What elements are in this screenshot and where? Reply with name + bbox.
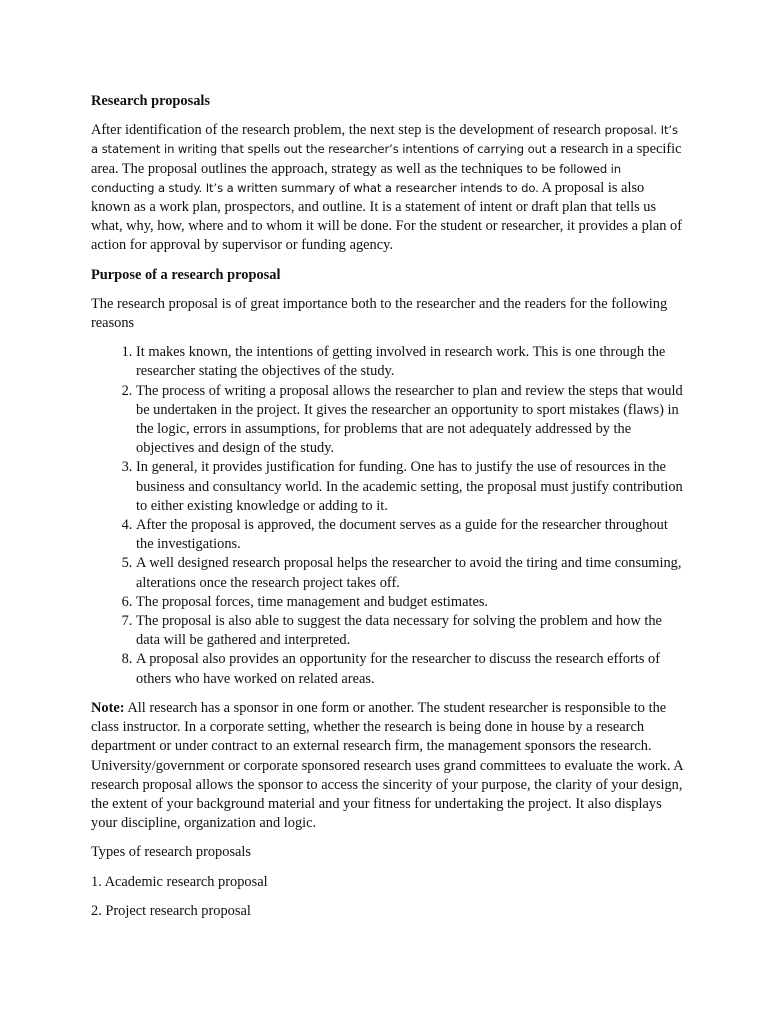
section-heading-purpose: Purpose of a research proposal [91,266,281,283]
note-paragraph [91,699,683,833]
list-item: 4. After the proposal is approved, the document serves as a guide for the researcher throughout the investigations. [136,516,683,554]
list-item: 3. In general, it provides justification for funding. One has to justify the use of resources in the business and consultancy world. In the academic setting, the proposal must justify contribution to either existing knowledge or adding to it. [136,458,683,516]
list-item: 5. A well designed research proposal helps the researcher to avoid the tiring and time consuming, alterations once the research project takes off. [136,554,683,592]
intro-text-4: to be followed in conducting a study. It’s a written summary of what a researcher intends to do. [91,161,622,195]
list-item: 1. It makes known, the intentions of getting involved in research work. This is one through the researcher stating the objectives of the study. [136,343,683,381]
list-item: 2. The process of writing a proposal allows the researcher to plan and review the steps that would be undertaken in the project. It gives the researcher an opportunity to sport mistakes (flaws) in the logic, errors in assumptions, for problems that are not adequately addressed by the objectives and design of the study. [136,382,683,459]
note-text: All research has a sponsor in one form or another. The student researcher is responsible to the class instructor. In a corporate setting, whether the research is being done in house by a research department or under contract to an external research firm, the management sponsors the research. University/government or corporate sponsored research uses grand committees to evaluate the work. A research proposal allows the sponsor to access the sincerity of your purpose, the clarity of your design, the extent of your background material and your fitness for undertaking the project. It also displays your discipline, organization and logic. [91,699,683,832]
intro-text-5: A proposal is also known as a work plan, prospectors, and outline. It is a statement of intent or draft plan that tells us what, why, how, where and to whom it will be done. For the student or researcher, it provides a plan of action for approval by supervisor or funding agency. [91,179,683,254]
page-title: Research proposals [91,93,210,109]
intro-text-1: After identification of the research problem, the next step is the development of research [91,122,605,139]
reasons-list [91,343,683,689]
list-item: 7. The proposal is also able to suggest the data necessary for solving the problem and how the data will be gathered and interpreted. [136,612,683,650]
purpose-intro-paragraph: The research proposal is of great importance both to the researcher and the readers for the following reasons [91,295,668,332]
types-heading: Types of research proposals [91,844,252,861]
document-page [91,92,683,931]
list-item: 6. The proposal forces, time management and budget estimates. [136,593,683,612]
intro-paragraph [91,121,683,255]
list-item: 8. A proposal also provides an opportunity for the researcher to discuss the research efforts of others who have worked on related areas. [136,650,683,688]
intro-text-2: proposal. It’s a statement in writing that spells out the researcher’s intentions of carrying out a [91,123,678,157]
type-item: 1. Academic research proposal [91,873,268,890]
intro-text-3: research in a specific area. The proposal outlines the approach, strategy as well as the techniques [91,141,682,177]
note-label: Note: [91,699,125,716]
type-item: 2. Project research proposal [91,902,251,919]
